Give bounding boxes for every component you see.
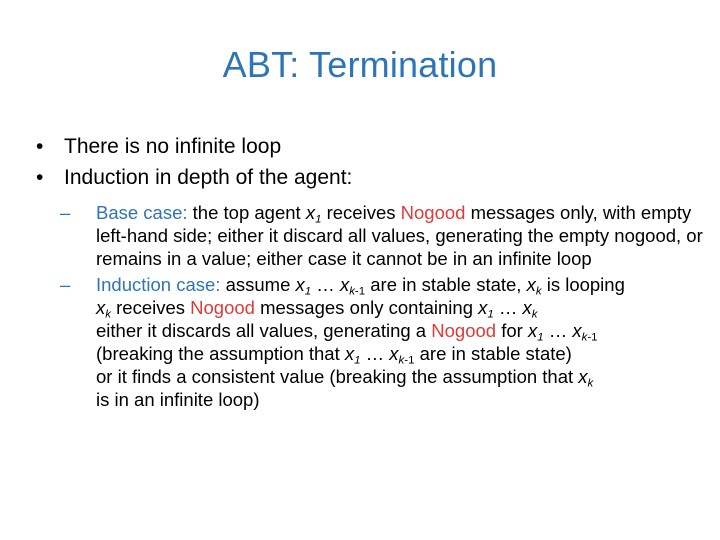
induction-case-label: Induction case: bbox=[96, 274, 221, 295]
variable: $x_1$ bbox=[344, 343, 361, 367]
variable: $x_k$ bbox=[96, 297, 111, 321]
variable: $x_k$ bbox=[526, 274, 542, 298]
text-run: or it finds a consistent value (breaking the assumption that bbox=[96, 366, 579, 387]
bullet-marker: • bbox=[36, 135, 44, 158]
sub-bullet-induction-case bbox=[60, 273, 706, 411]
dash-marker: – bbox=[60, 202, 71, 223]
bullet-text: Induction in depth of the agent: bbox=[64, 166, 353, 189]
nogood-term: Nogood bbox=[190, 297, 255, 318]
text-run: the top agent bbox=[187, 202, 306, 223]
variable: $x_1$ bbox=[295, 274, 312, 298]
text-run: … bbox=[493, 297, 523, 318]
text-run: are in stable state) bbox=[414, 343, 572, 364]
variable: $x_{k-1}$ bbox=[389, 343, 415, 367]
slide-title: ABT: Termination bbox=[222, 44, 498, 85]
variable: $x_{k-1}$ bbox=[339, 274, 366, 298]
dash-marker: – bbox=[60, 274, 71, 295]
text-run: either it discards all values, generating a bbox=[96, 320, 432, 341]
text-run: for bbox=[496, 320, 528, 341]
text-run: receives bbox=[110, 297, 191, 318]
text-run: assume bbox=[220, 274, 296, 295]
nogood-term: Nogood bbox=[400, 202, 466, 223]
text-run: is looping bbox=[541, 274, 625, 295]
text-run: … bbox=[543, 320, 573, 341]
text-run: … bbox=[360, 343, 390, 364]
variable: $x_1$ bbox=[527, 320, 544, 344]
bullet-item bbox=[36, 162, 706, 193]
text-run: is in an infinite loop) bbox=[96, 389, 260, 410]
variable: $x_1$ bbox=[478, 297, 494, 321]
base-case-label: Base case: bbox=[96, 202, 188, 223]
variable: $x_1$ bbox=[305, 202, 322, 226]
text-run: (breaking the assumption that bbox=[96, 343, 345, 364]
variable: $x_k$ bbox=[522, 297, 538, 321]
bullet-list bbox=[36, 131, 706, 414]
sub-bullet-list bbox=[60, 201, 706, 411]
sub-bullet-base-case bbox=[60, 201, 706, 270]
variable: $x_{k-1}$ bbox=[572, 320, 598, 344]
bullet-marker: • bbox=[36, 166, 44, 189]
bullet-item bbox=[36, 131, 706, 162]
bullet-text: There is no infinite loop bbox=[64, 135, 282, 158]
nogood-term: Nogood bbox=[431, 320, 497, 341]
text-run: … bbox=[311, 274, 340, 295]
text-run: receives bbox=[321, 202, 401, 223]
text-run: are in stable state, bbox=[365, 274, 527, 295]
text-run: messages only containing bbox=[254, 297, 479, 318]
variable: $x_k$ bbox=[578, 366, 594, 390]
text-run: messages only, with empty left-hand side; either it discard all values, generating the empty nogood, or remains in a value; either case it cannot be in an infinite loop bbox=[96, 202, 703, 269]
